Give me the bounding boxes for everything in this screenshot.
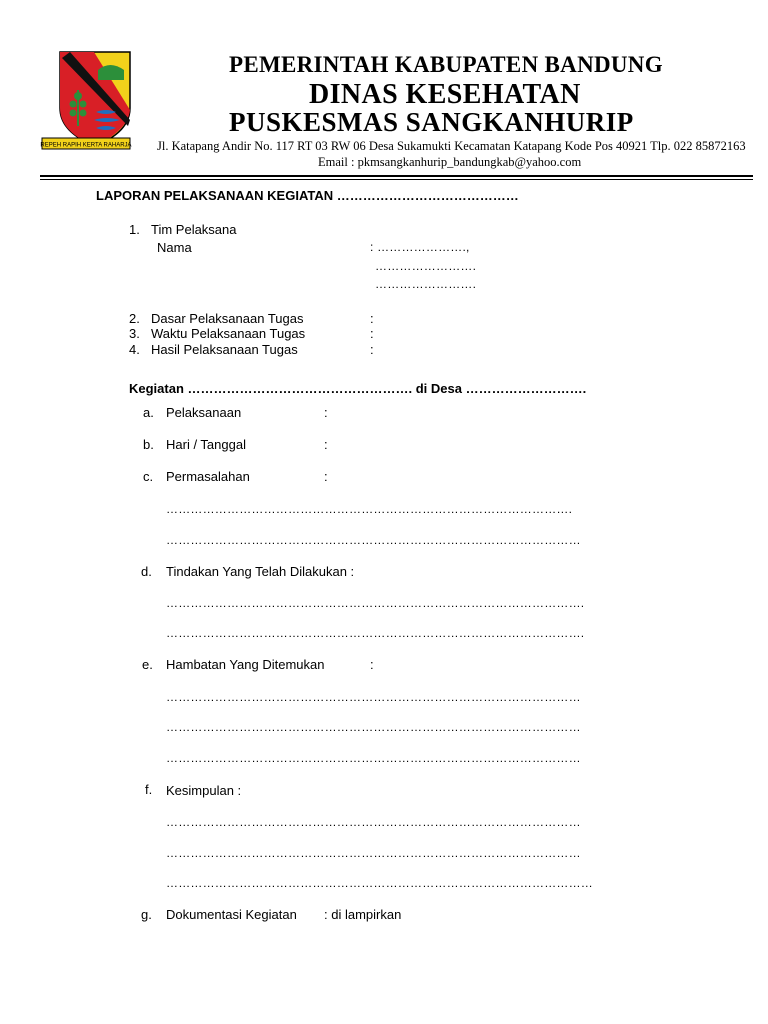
numbered-num: 3.: [129, 326, 140, 341]
numbered-colon: :: [370, 342, 374, 357]
item-colon: :: [324, 469, 328, 484]
numbered-label: Tim Pelaksana: [151, 222, 237, 237]
letterhead-rule-thin: [40, 179, 753, 180]
item-colon: :: [324, 437, 328, 452]
header-institution: PUSKESMAS SANGKANHURIP: [229, 107, 634, 137]
numbered-label: Waktu Pelaksanaan Tugas: [151, 326, 306, 341]
item-letter: e.: [142, 657, 153, 672]
item-letter: b.: [143, 437, 154, 452]
item-letter: a.: [143, 405, 154, 420]
item-label: Dokumentasi Kegiatan: [166, 907, 297, 922]
item-colon: : di lampirkan: [324, 907, 402, 922]
nama-value-2: …………………….: [375, 259, 477, 273]
kabupaten-bandung-logo: [40, 50, 132, 156]
numbered-colon: :: [370, 311, 374, 326]
item-label: Pelaksanaan: [166, 405, 242, 420]
header-agency: DINAS KESEHATAN: [309, 79, 581, 110]
item-colon: :: [370, 657, 374, 672]
header-government: PEMERINTAH KABUPATEN BANDUNG: [229, 52, 663, 77]
item-label: Hari / Tanggal: [166, 437, 246, 452]
nama-value-1: : ………………….,: [370, 240, 470, 254]
dotted-line: ……………………………………………………………………………………………: [166, 876, 593, 890]
item-letter: g.: [141, 907, 152, 922]
report-title: LAPORAN PELAKSANAAN KEGIATAN ……………………………………: [96, 188, 519, 203]
numbered-num: 2.: [129, 311, 140, 326]
item-label: Kesimpulan :: [166, 783, 242, 798]
dotted-line: ………………………………………………………………………………………….: [166, 626, 585, 640]
numbered-label: Hasil Pelaksanaan Tugas: [151, 342, 298, 357]
numbered-num: 4.: [129, 342, 140, 357]
numbered-colon: :: [370, 326, 374, 341]
dotted-line: …………………………………………………………………………………………: [166, 815, 581, 829]
item-label: Hambatan Yang Ditemukan: [166, 657, 325, 672]
dotted-line: …………………………………………………………………………………………: [166, 751, 581, 765]
item-colon: :: [324, 405, 328, 420]
header-email: Email : pkmsangkanhurip_bandungkab@yahoo.com: [318, 155, 582, 169]
numbered-label: Dasar Pelaksanaan Tugas: [151, 311, 304, 326]
header-address: Jl. Katapang Andir No. 117 RT 03 RW 06 Desa Sukamukti Kecamatan Katapang Kode Pos 40921 Tlp. 022 85872163: [157, 139, 746, 153]
nama-value-3: …………………….: [375, 277, 477, 291]
dotted-line: ……………………………………………………………………………………….: [166, 502, 573, 516]
kegiatan-line: Kegiatan ……………………………………………. di Desa ……………………….: [129, 381, 587, 396]
item-letter: d.: [141, 564, 152, 579]
dotted-line: …………………………………………………………………………………………: [166, 690, 581, 704]
item-letter: f.: [145, 782, 153, 797]
nama-label: Nama: [157, 240, 192, 255]
dotted-line: ………………………………………………………………………………………….: [166, 596, 585, 610]
numbered-num: 1.: [129, 222, 140, 237]
item-label: Tindakan Yang Telah Dilakukan :: [166, 564, 355, 579]
item-label: Permasalahan: [166, 469, 250, 484]
dotted-line: …………………………………………………………………………………………: [166, 533, 581, 547]
dotted-line: …………………………………………………………………………………………: [166, 846, 581, 860]
svg-text:REPEH RAPIH KERTA RAHARJA: REPEH RAPIH KERTA RAHARJA: [40, 142, 132, 149]
dotted-line: …………………………………………………………………………………………: [166, 720, 581, 734]
letterhead-rule-thick: [40, 175, 753, 177]
item-letter: c.: [143, 469, 154, 484]
